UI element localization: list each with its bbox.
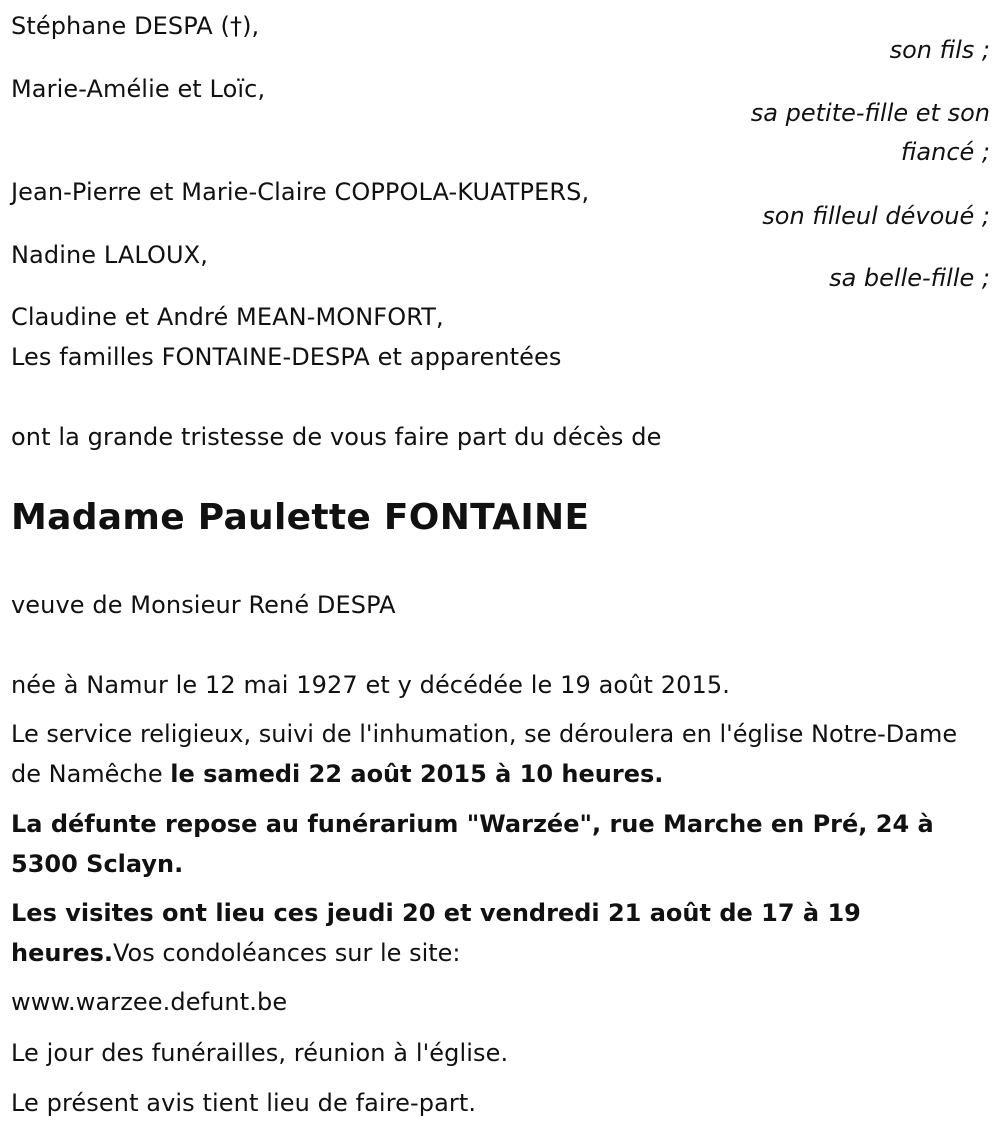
- birth-death-text: née à Namur le 12 mai 1927 et y décédée le 19 août 2015.: [11, 671, 730, 699]
- family-member-relation: sa petite-fille et son: [750, 99, 990, 127]
- funerarium-text: La défunte repose au funérarium "Warzée", rue Marche en Pré, 24 à 5300 Sclayn.: [11, 810, 934, 878]
- family-member-name: Jean-Pierre et Marie-Claire COPPOLA-KUATPERS,: [11, 178, 590, 206]
- announcement-text: ont la grande tristesse de vous faire part du décès de: [11, 423, 662, 451]
- condolences-text: Vos condoléances sur le site:: [112, 939, 461, 967]
- meeting-text: Le jour des funérailles, réunion à l'église.: [11, 1039, 509, 1067]
- family-member-name: Claudine et André MEAN-MONFORT,: [11, 303, 444, 331]
- service-text: Le service religieux, suivi de l'inhumation, se déroulera en l'église Notre-Dame de Namêche: [11, 720, 958, 788]
- family-member-name: Nadine LALOUX,: [11, 241, 208, 269]
- family-member-relation: sa belle-fille ;: [829, 264, 990, 292]
- service-date: le samedi 22 août 2015 à 10 heures.: [170, 760, 664, 788]
- visits-hours: Les visites ont lieu ces jeudi 20 et vendredi 21 août de 17 à 19 heures.: [11, 899, 861, 967]
- deceased-name: Madame Paulette FONTAINE: [11, 497, 590, 538]
- family-member-relation: son fils ;: [889, 36, 990, 64]
- notice-text: Le présent avis tient lieu de faire-part.: [11, 1089, 477, 1117]
- family-member-relation: fiancé ;: [900, 138, 990, 166]
- service-paragraph: [11, 714, 990, 794]
- visits-paragraph: [11, 893, 990, 973]
- widow-of-text: veuve de Monsieur René DESPA: [11, 591, 396, 619]
- family-member-name: Stéphane DESPA (†),: [11, 12, 260, 40]
- family-member-name: Les familles FONTAINE-DESPA et apparentées: [11, 343, 562, 371]
- family-member-name: Marie-Amélie et Loïc,: [11, 75, 266, 103]
- website-link[interactable]: www.warzee.defunt.be: [11, 988, 288, 1016]
- family-member-relation: son filleul dévoué ;: [762, 202, 990, 230]
